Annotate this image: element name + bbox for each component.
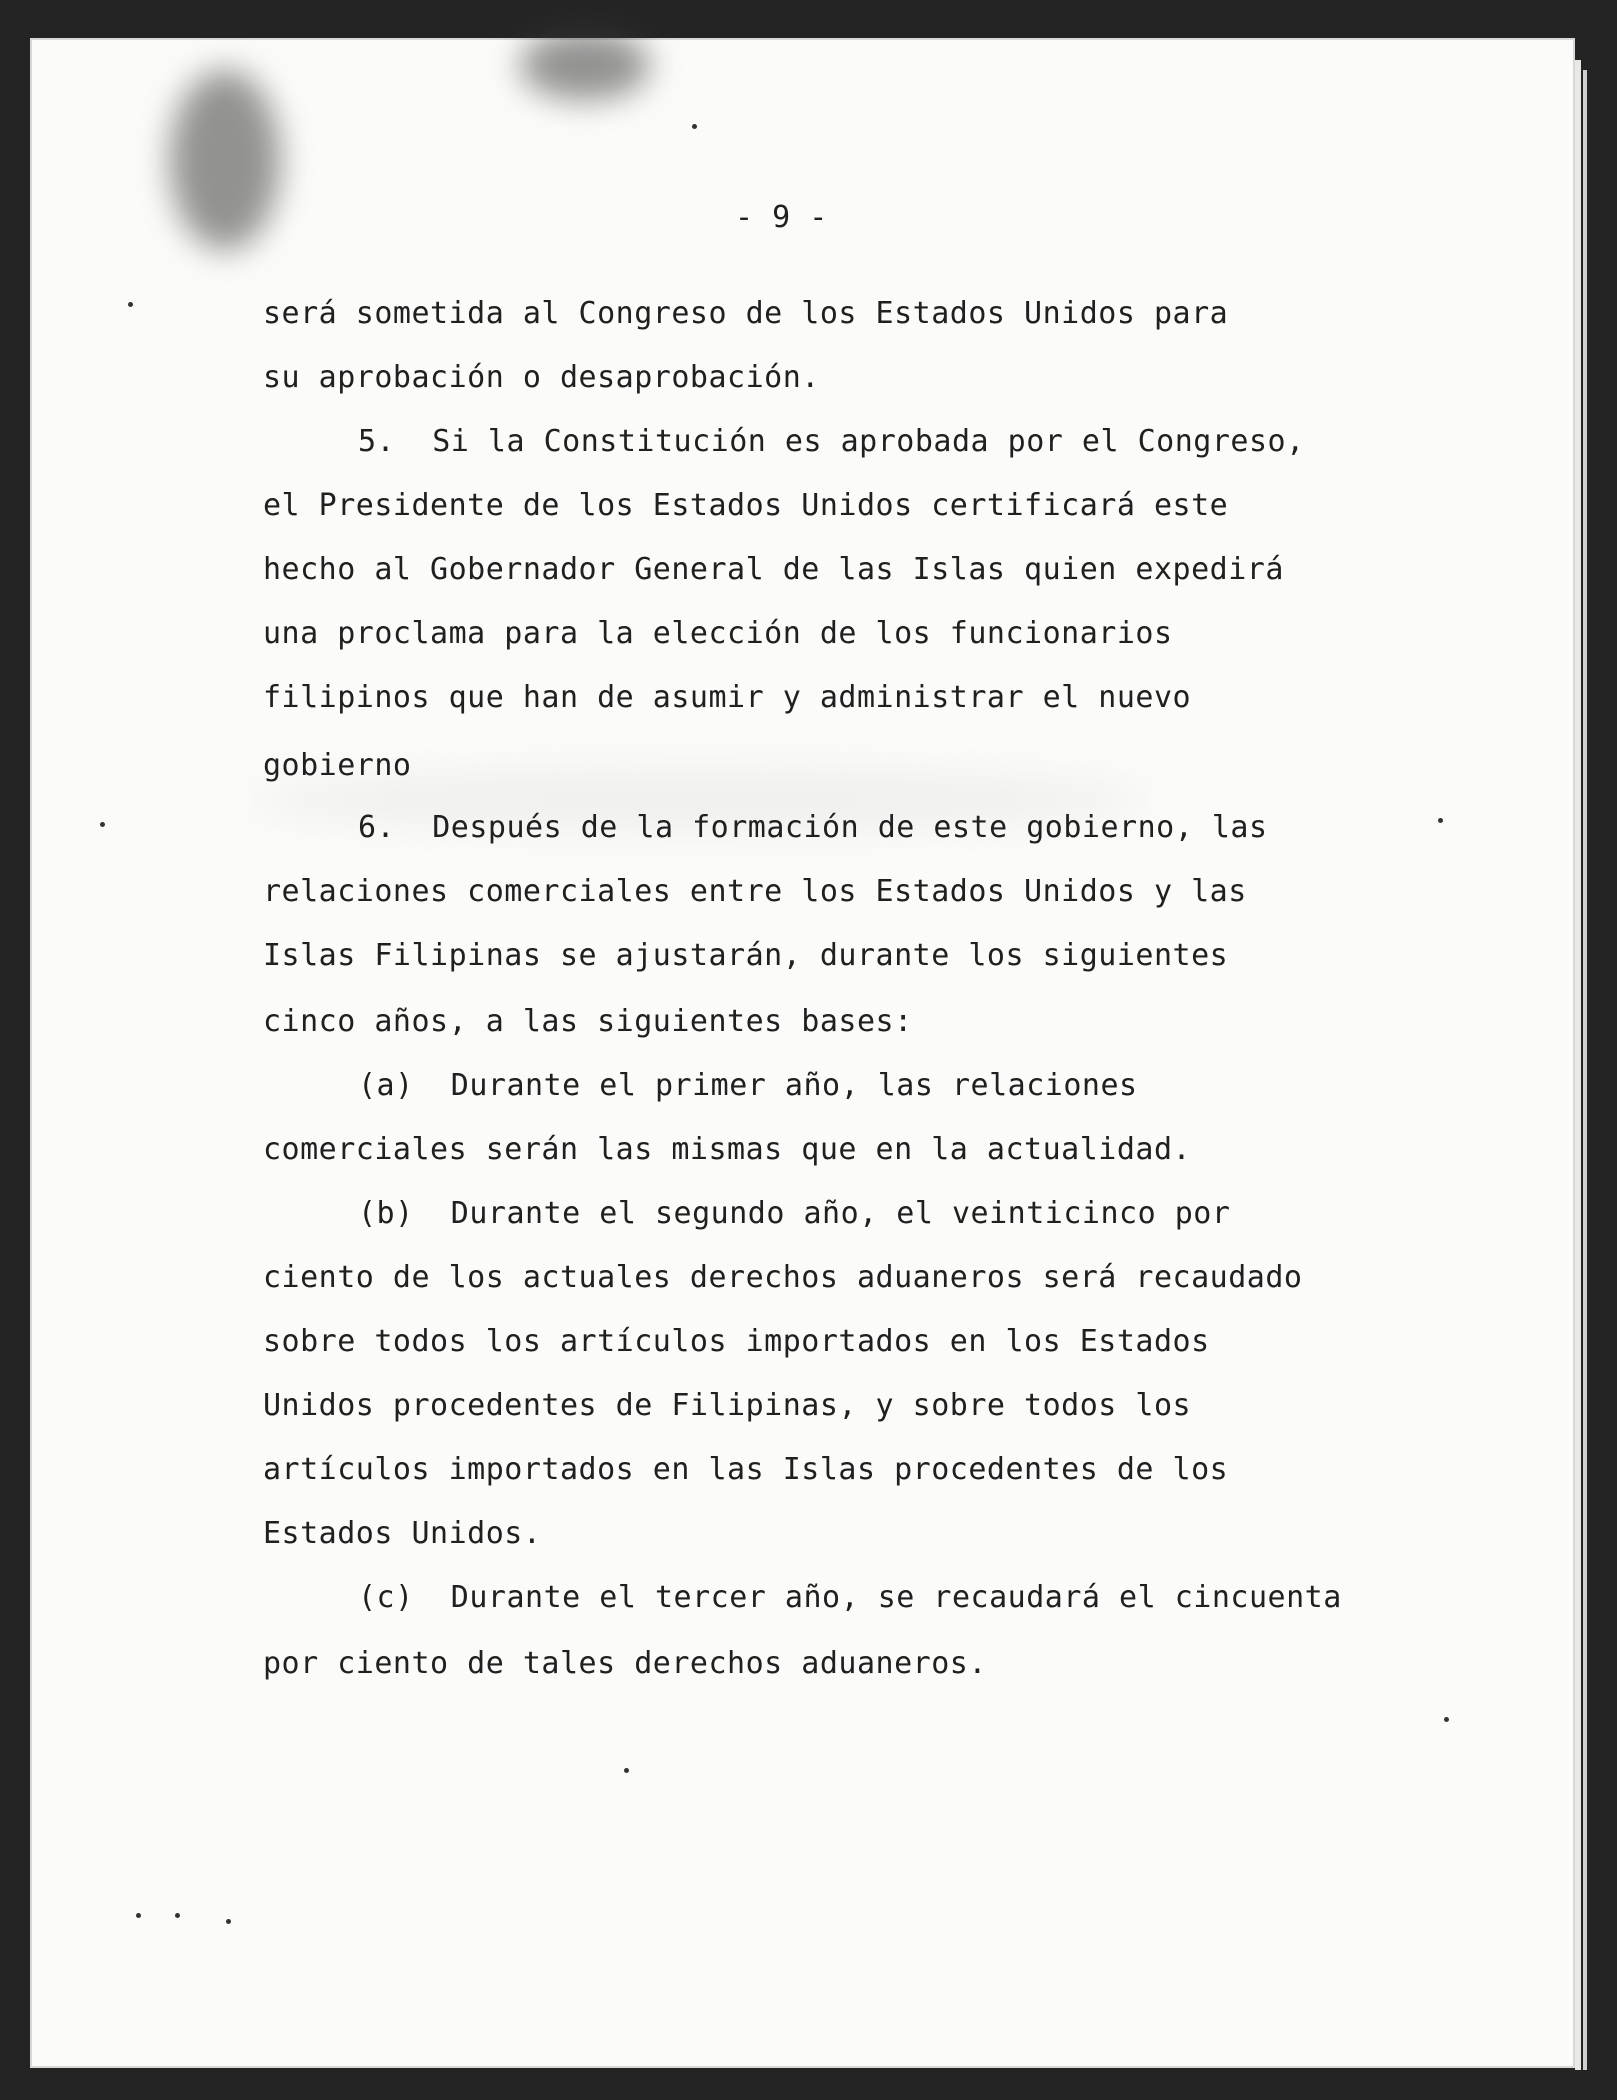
text-line: una proclama para la elección de los funcionarios	[263, 616, 1173, 651]
text-line: 6. Después de la formación de este gobierno, las	[358, 810, 1268, 845]
text-line: (c) Durante el tercer año, se recaudará el cincuenta	[358, 1580, 1342, 1615]
text-line: Estados Unidos.	[263, 1516, 542, 1551]
text-line: su aprobación o desaprobación.	[263, 360, 820, 395]
text-line: por ciento de tales derechos aduaneros.	[263, 1646, 987, 1681]
page-number: - 9 -	[735, 200, 828, 235]
text-line: hecho al Gobernador General de las Islas quien expedirá	[263, 552, 1284, 587]
text-line: Unidos procedentes de Filipinas, y sobre todos los	[263, 1388, 1192, 1423]
text-line: gobierno	[263, 748, 412, 783]
text-line: 5. Si la Constitución es aprobada por el Congreso,	[358, 424, 1305, 459]
text-line: comerciales serán las mismas que en la actualidad.	[263, 1132, 1192, 1167]
text-line: ciento de los actuales derechos aduaneros será recaudado	[263, 1260, 1303, 1295]
text-line: (a) Durante el primer año, las relaciones	[358, 1068, 1138, 1103]
text-line: sobre todos los artículos importados en los Estados	[263, 1324, 1210, 1359]
text-line: filipinos que han de asumir y administrar el nuevo	[263, 680, 1192, 715]
text-line: (b) Durante el segundo año, el veinticinco por	[358, 1196, 1231, 1231]
text-line: Islas Filipinas se ajustarán, durante los siguientes	[263, 938, 1229, 973]
text-line: cinco años, a las siguientes bases:	[263, 1004, 913, 1039]
text-line: artículos importados en las Islas procedentes de los	[263, 1452, 1229, 1487]
text-line: relaciones comerciales entre los Estados Unidos y las	[263, 874, 1247, 909]
text-line: el Presidente de los Estados Unidos certificará este	[263, 488, 1229, 523]
text-line: será sometida al Congreso de los Estados Unidos para	[263, 296, 1229, 331]
